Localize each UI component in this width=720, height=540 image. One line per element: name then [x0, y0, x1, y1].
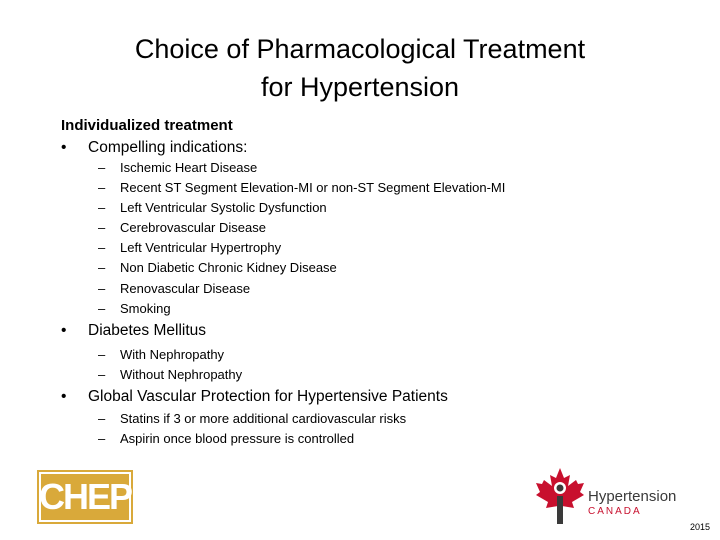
bullet-label: Diabetes Mellitus	[88, 321, 207, 339]
vascular-protection-list	[61, 409, 701, 449]
dash-icon: –	[98, 300, 106, 316]
dash-icon: –	[98, 180, 106, 196]
slide-title	[0, 30, 720, 106]
list-item: – Left Ventricular Systolic Dysfunction	[98, 198, 701, 218]
diabetes-list	[61, 345, 701, 385]
list-item: – Aspirin once blood pressure is controlled	[98, 429, 701, 449]
canada-wordmark: CANADA	[588, 506, 642, 517]
chep-logo	[37, 470, 133, 524]
slide-content	[61, 116, 701, 449]
bullet-icon: •	[61, 387, 67, 405]
bullet-diabetes-mellitus	[61, 321, 701, 345]
list-item: – Non Diabetic Chronic Kidney Disease	[98, 258, 701, 278]
bullet-label: Compelling indications:	[88, 139, 248, 156]
dash-icon: –	[98, 410, 106, 426]
dash-icon: –	[98, 280, 106, 296]
lead-text: Individualized treatment	[61, 117, 233, 134]
list-item: – Cerebrovascular Disease	[98, 218, 701, 238]
bullet-label: Global Vascular Protection for Hypertensive Patients	[88, 387, 448, 405]
dash-icon: –	[98, 346, 106, 362]
list-item: – Renovascular Disease	[98, 279, 701, 299]
list-item: – With Nephropathy	[98, 345, 701, 365]
maple-leaf-icon	[534, 466, 586, 528]
list-item: – Left Ventricular Hypertrophy	[98, 238, 701, 258]
list-item: – Smoking	[98, 299, 701, 319]
hypertension-canada-logo	[534, 466, 694, 528]
list-item: – Statins if 3 or more additional cardiovascular risks	[98, 409, 701, 429]
compelling-indications-list	[61, 158, 701, 319]
dash-icon: –	[98, 220, 106, 236]
dash-icon: –	[98, 431, 106, 447]
slide-title-line-1: Choice of Pharmacological Treatment	[134, 34, 586, 64]
slide-title-line-2: for Hypertension	[260, 72, 460, 102]
list-item: – Ischemic Heart Disease	[98, 158, 701, 178]
hypertension-wordmark: Hypertension	[588, 488, 677, 505]
chep-logo-text: CHEP	[38, 476, 132, 517]
list-item: – Recent ST Segment Elevation-MI or non-ST Segment Elevation-MI	[98, 178, 701, 198]
bullet-icon: •	[61, 139, 67, 156]
footer-year: 2015	[689, 522, 710, 532]
dash-icon: –	[98, 240, 106, 256]
bullet-icon: •	[61, 321, 67, 339]
dash-icon: –	[98, 366, 106, 382]
bullet-global-vascular-protection	[61, 387, 701, 409]
dash-icon: –	[98, 260, 106, 276]
bullet-compelling-indications	[61, 138, 701, 158]
dash-icon: –	[98, 160, 106, 175]
list-item: – Without Nephropathy	[98, 365, 701, 385]
dash-icon: –	[98, 200, 106, 216]
